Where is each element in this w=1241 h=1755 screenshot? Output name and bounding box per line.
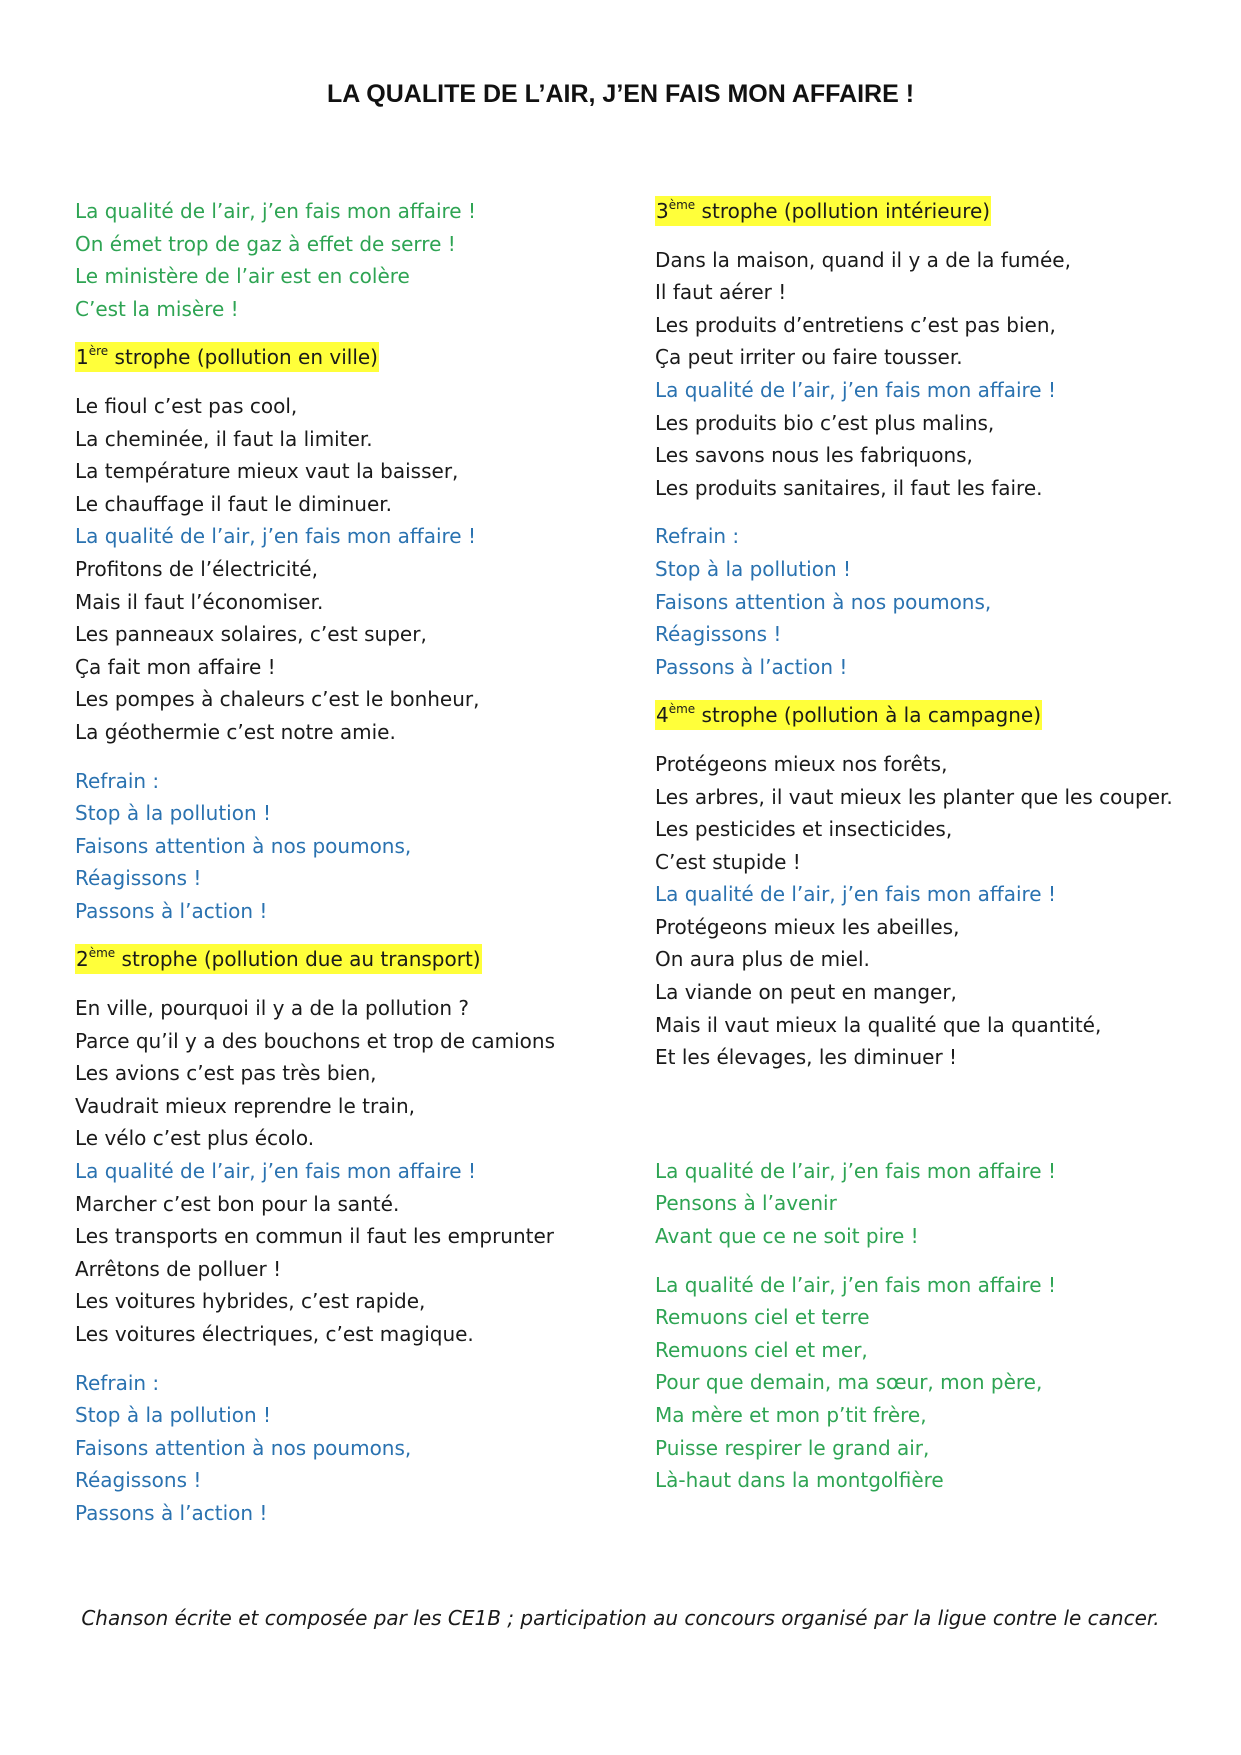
stanza-title: strophe (pollution en ville) [108,345,378,370]
verse-line: Les avions c’est pas très bien, [75,1061,377,1086]
verse-line: Là-haut dans la montgolfière [655,1468,944,1493]
verse-line: Faisons attention à nos poumons, [75,1435,412,1460]
verse-line: Arrêtons de polluer ! [75,1256,282,1281]
verse-line: Remuons ciel et mer, [655,1337,868,1362]
stanza-heading-wrap [75,341,595,374]
verse-line: Ça peut irriter ou faire tousser. [655,345,963,370]
verse-line: C’est la misère ! [75,296,239,321]
stanza-ordinal-suffix: ème [668,198,696,212]
stanza-heading [655,196,991,226]
verse-line: Parce qu’il y a des bouchons et trop de camions [75,1028,556,1053]
verse-line: La qualité de l’air, j’en fais mon affaire ! [655,1158,1056,1183]
verse-block [75,1367,595,1530]
verse-block [655,1155,1175,1253]
stanza-number: 2 [76,947,89,972]
stanza-heading-wrap [75,943,595,976]
stanza-number: 4 [656,703,669,728]
verse-line: C’est stupide ! [655,849,801,874]
verse-line: Les produits d’entretiens c’est pas bien, [655,312,1056,337]
verse-line: Les produits bio c’est plus malins, [655,410,995,435]
verse-block [75,765,595,928]
verse-line: Faisons attention à nos poumons, [655,589,992,614]
verse-line: Il faut aérer ! [655,280,787,305]
verse-line: Réagissons ! [655,622,782,647]
verse-line: La qualité de l’air, j’en fais mon affaire ! [655,882,1056,907]
verse-line: Le ministère de l’air est en colère [75,264,410,289]
verse-line: La qualité de l’air, j’en fais mon affaire ! [75,199,476,223]
verse-line: Avant que ce ne soit pire ! [655,1224,919,1249]
spacer [655,1090,1175,1155]
verse-line: Refrain : [655,524,740,549]
verse-line: Stop à la pollution ! [655,556,852,581]
stanza-heading [75,944,482,974]
page-title: LA QUALITE DE L’AIR, J’EN FAIS MON AFFAIRE ! [326,80,915,108]
verse-line: Protégeons mieux les abeilles, [655,914,960,939]
verse-line: Passons à l’action ! [75,1500,268,1525]
verse-line: Les transports en commun il faut les emprunter [75,1224,555,1249]
verse-line: La qualité de l’air, j’en fais mon affaire ! [655,1272,1056,1297]
verse-block [75,195,595,325]
verse-line: Refrain : [75,1370,160,1395]
verse-line: La qualité de l’air, j’en fais mon affaire ! [655,377,1056,402]
verse-line: La cheminée, il faut la limiter. [75,426,373,451]
verse-line: Ça fait mon affaire ! [75,654,276,679]
verse-line: Passons à l’action ! [75,898,268,923]
stanza-ordinal-suffix: ème [88,946,116,961]
stanza-number: 1 [76,345,89,370]
stanza-title: strophe (pollution intérieure) [695,199,991,223]
stanza-title: strophe (pollution due au transport) [115,947,481,972]
verse-line: Refrain : [75,768,160,793]
verse-line: Les produits sanitaires, il faut les faire. [655,475,1043,500]
verse-line: La température mieux vaut la baisser, [75,459,459,484]
verse-line: Les voitures électriques, c’est magique. [75,1322,474,1346]
verse-block [75,992,595,1351]
verse-line: Les savons nous les fabriquons, [655,443,973,468]
verse-line: Dans la maison, quand il y a de la fumée, [655,247,1071,272]
verse-line: Marcher c’est bon pour la santé. [75,1191,400,1216]
verse-line: Pensons à l’avenir [655,1191,837,1216]
verse-line: Protégeons mieux nos forêts, [655,751,948,776]
verse-line: Et les élevages, les diminuer ! [655,1045,958,1070]
stanza-heading-wrap [655,699,1175,732]
verse-line: Profitons de l’électricité, [75,556,318,581]
stanza-heading-wrap [655,195,1175,228]
left-column [75,195,595,1546]
verse-line: Réagissons ! [75,866,202,891]
verse-line: Mais il faut l’économiser. [75,589,324,614]
verse-line: On aura plus de miel. [655,947,870,972]
verse-line: Puisse respirer le grand air, [655,1435,930,1460]
verse-line: Pour que demain, ma sœur, mon père, [655,1370,1043,1395]
verse-line: Les panneaux solaires, c’est super, [75,622,427,647]
verse-line: Les arbres, il vaut mieux les planter que les couper. [655,784,1173,809]
verse-line: Vaudrait mieux reprendre le train, [75,1093,416,1118]
verse-line: La géothermie c’est notre amie. [75,719,396,744]
verse-line: Passons à l’action ! [655,654,848,679]
verse-line: Le vélo c’est plus écolo. [75,1126,315,1151]
verse-block [75,390,595,749]
verse-line: La viande on peut en manger, [655,980,957,1005]
stanza-ordinal-suffix: ème [668,702,696,717]
verse-line: Les pompes à chaleurs c’est le bonheur, [75,687,480,712]
verse-line: Ma mère et mon p’tit frère, [655,1403,927,1427]
verse-line: Remuons ciel et terre [655,1305,870,1330]
verse-line: Le fioul c’est pas cool, [75,393,298,418]
verse-block [655,748,1175,1074]
verse-block [655,244,1175,505]
footer-credit: Chanson écrite et composée par les CE1B ; participation au concours organisé par la ligue contre le cancer. [81,1606,1160,1630]
verse-line: Stop à la pollution ! [75,1403,272,1428]
verse-line: Stop à la pollution ! [75,801,272,826]
stanza-heading [655,700,1042,730]
verse-line: Mais il vaut mieux la qualité que la quantité, [655,1012,1102,1037]
right-column [655,195,1175,1513]
verse-line: La qualité de l’air, j’en fais mon affaire ! [75,524,476,549]
stanza-heading [75,342,379,372]
verse-block [655,1269,1175,1497]
verse-line: Les pesticides et insecticides, [655,817,953,842]
verse-line: En ville, pourquoi il y a de la pollution ? [75,996,470,1021]
stanza-title: strophe (pollution à la campagne) [695,703,1042,728]
verse-line: Le chauffage il faut le diminuer. [75,491,393,516]
verse-block [655,520,1175,683]
verse-line: Les voitures hybrides, c’est rapide, [75,1289,426,1314]
verse-line: Réagissons ! [75,1468,202,1493]
stanza-ordinal-suffix: ère [88,344,109,359]
verse-line: Faisons attention à nos poumons, [75,833,412,858]
stanza-number: 3 [656,199,669,223]
verse-line: On émet trop de gaz à effet de serre ! [75,231,456,256]
verse-line: La qualité de l’air, j’en fais mon affaire ! [75,1159,476,1184]
